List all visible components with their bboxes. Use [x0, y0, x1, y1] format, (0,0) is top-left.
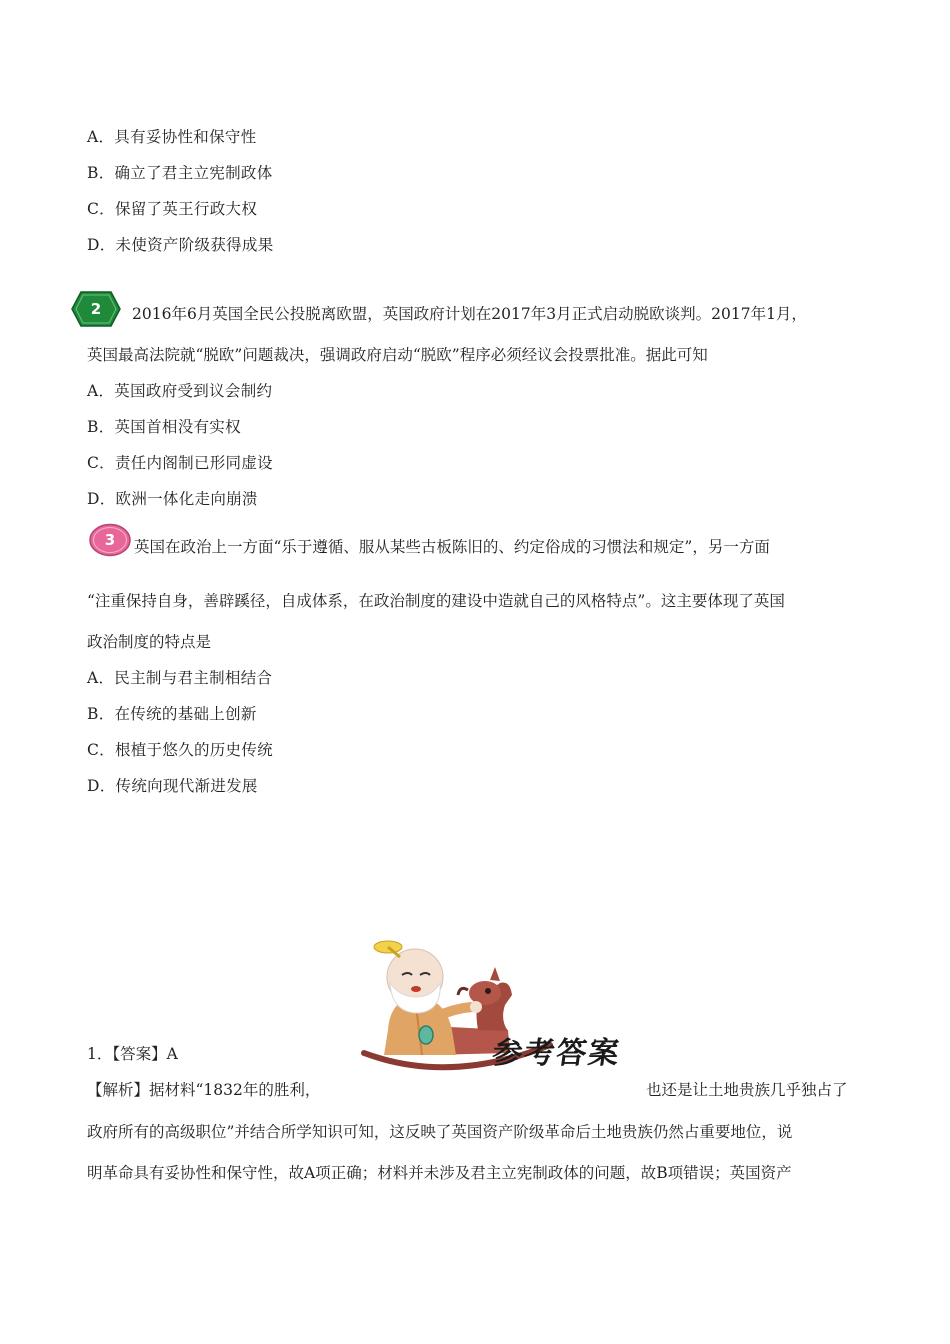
q3-option-b: B．在传统的基础上创新	[87, 705, 257, 723]
q1-option-d: D．未使资产阶级获得成果	[87, 236, 274, 254]
q2-option-a: A．英国政府受到议会制约	[87, 382, 273, 400]
q1-option-a: A．具有妥协性和保守性	[87, 128, 257, 146]
q1-option-b: B．确立了君主立宪制政体	[87, 164, 273, 182]
question-2-badge	[71, 291, 121, 327]
q3-stem-line1: 英国在政治上一方面“乐于遵循、服从某些古板陈旧的、约定俗成的习惯法和规定”，另一方面	[134, 538, 770, 556]
q3-option-a: A．民主制与君主制相结合	[87, 669, 273, 687]
q1-option-c: C．保留了英王行政大权	[87, 200, 258, 218]
q2-stem-line1: 2016年6月英国全民公投脱离欧盟，英国政府计划在2017年3月正式启动脱欧谈判。2017年1月，	[132, 305, 807, 323]
answer-key-banner: 参考答案	[490, 1036, 623, 1071]
q2-stem-line2: 英国最高法院就“脱欧”问题裁决，强调政府启动“脱欧”程序必须经议会投票批准。据此可知	[87, 346, 708, 364]
q2-option-c: C．责任内阁制已形同虚设	[87, 454, 273, 472]
q2-option-b: B．英国首相没有实权	[87, 418, 241, 436]
answer-1-analysis-line1-right: 也还是让土地贵族几乎独占了	[646, 1081, 848, 1099]
q3-option-d: D．传统向现代渐进发展	[87, 777, 258, 795]
answer-1-analysis-line3: 明革命具有妥协性和保守性，故A项正确；材料并未涉及君主立宪制政体的问题，故B项错误；英国资产	[87, 1164, 792, 1182]
answer-1-label: 1．【答案】A	[87, 1045, 178, 1063]
q3-option-c: C．根植于悠久的历史传统	[87, 741, 273, 759]
q2-option-d: D．欧洲一体化走向崩溃	[87, 490, 258, 508]
q3-stem-line2: “注重保持自身，善辟蹊径，自成体系，在政治制度的建设中造就自己的风格特点”。这主要体现了英国	[87, 592, 785, 610]
question-2-number: 2	[90, 300, 102, 318]
question-3-badge	[88, 523, 132, 557]
question-3-number: 3	[104, 531, 116, 549]
q3-stem-line3: 政治制度的特点是	[87, 633, 212, 651]
answer-1-analysis-line2: 政府所有的高级职位”并结合所学知识可知，这反映了英国资产阶级革命后土地贵族仍然占重要地位，说	[87, 1123, 793, 1141]
answer-1-analysis-line1-left: 【解析】据材料“1832年的胜利，	[87, 1081, 321, 1099]
